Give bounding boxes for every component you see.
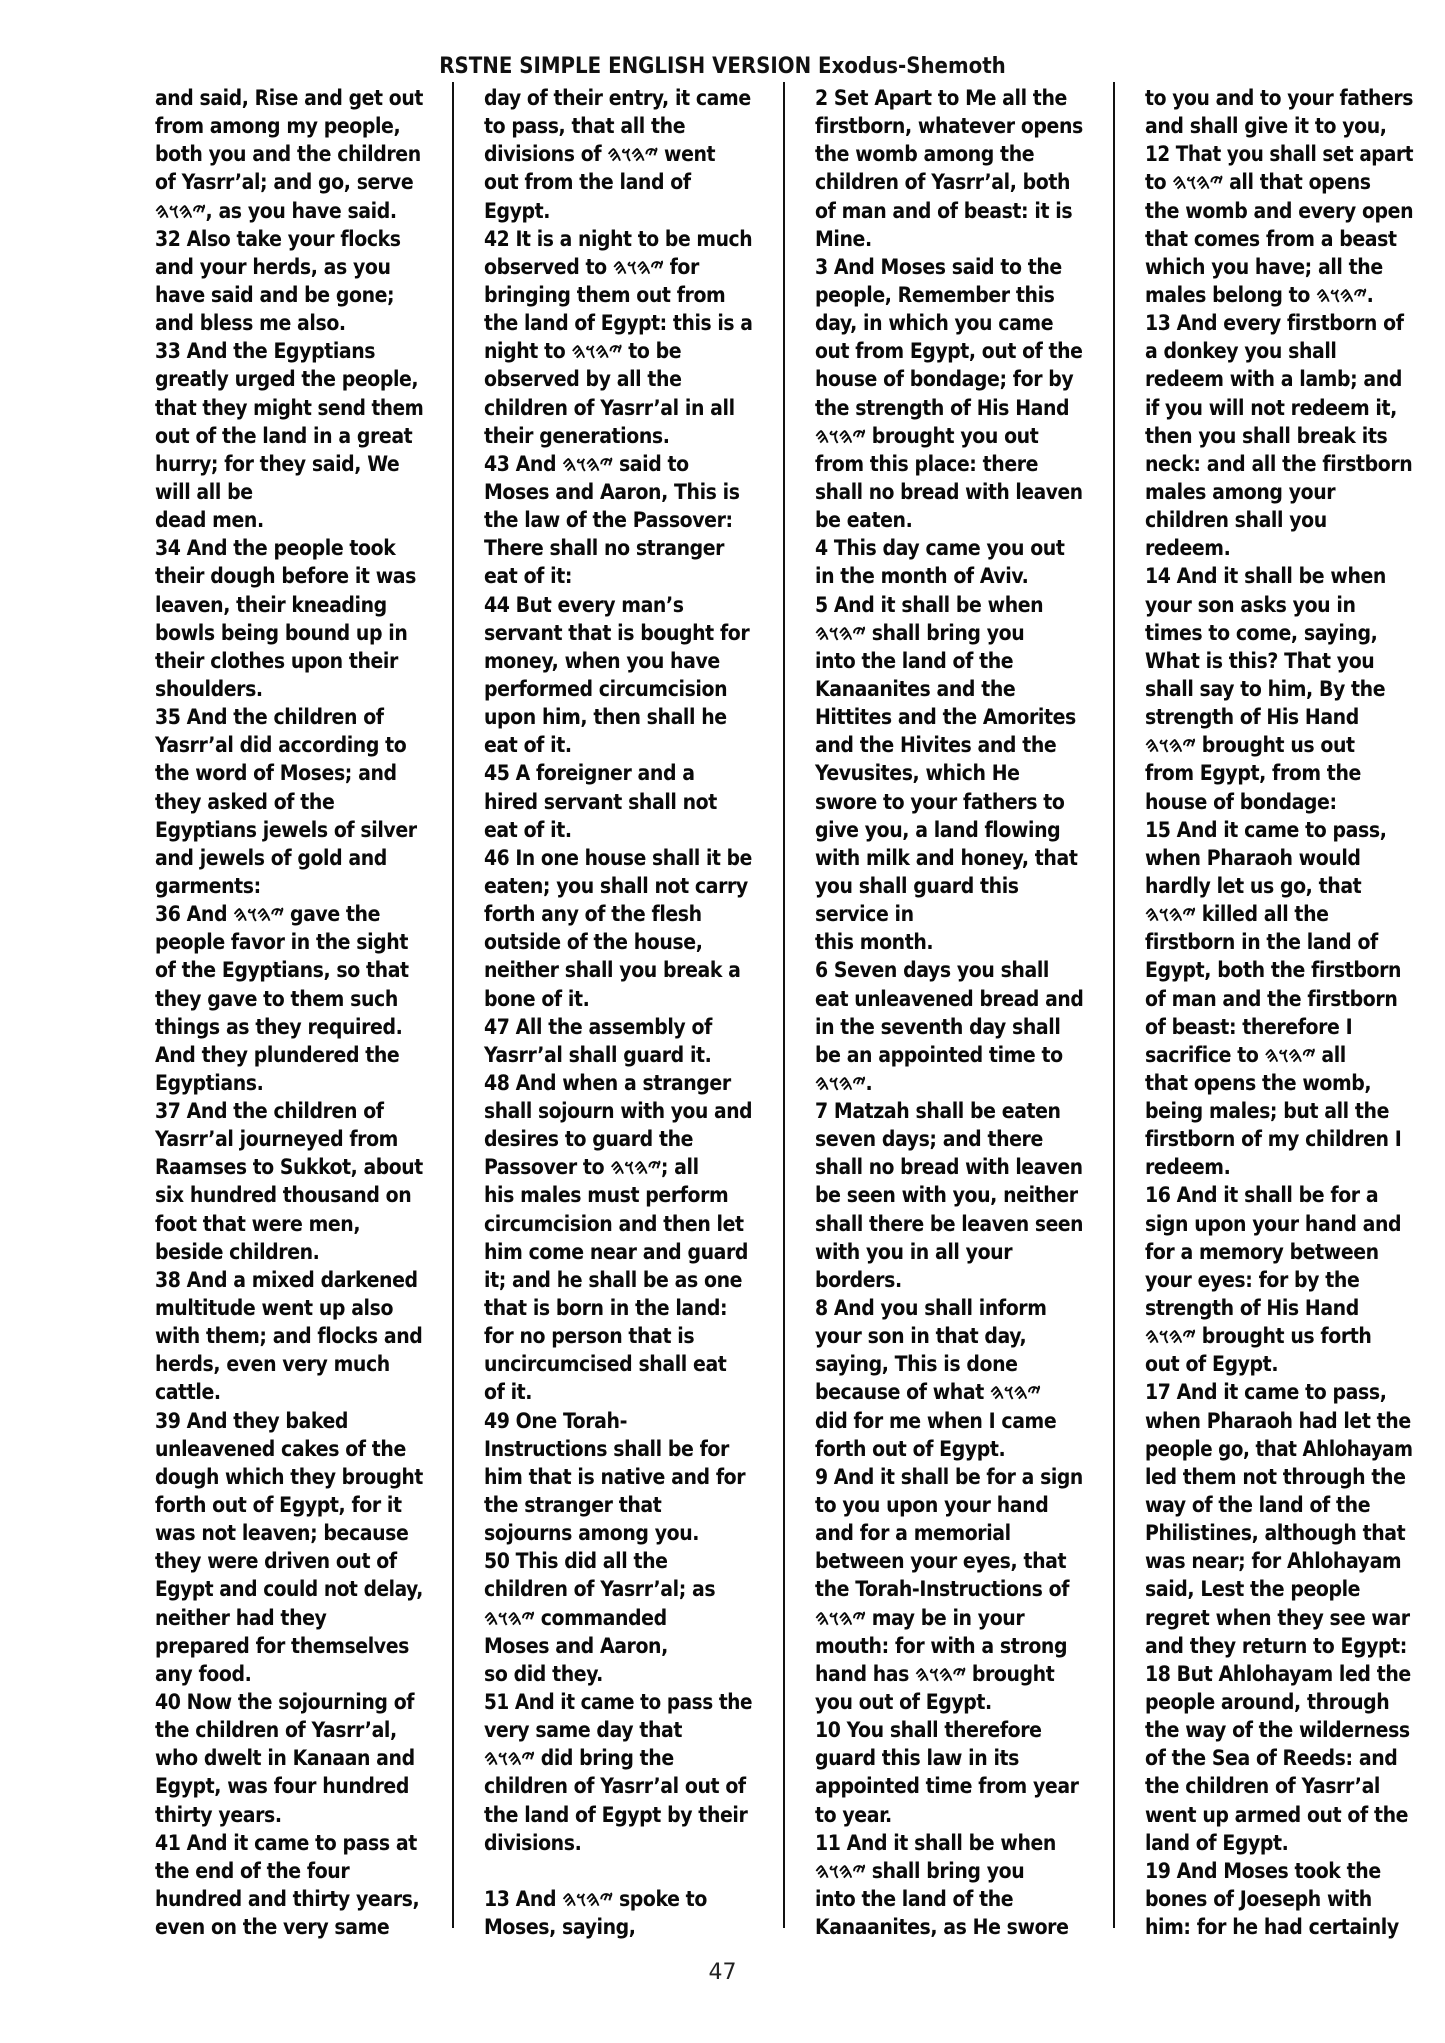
text-line: in the month of Aviv. [815,564,1029,589]
text-line: out from the land of [484,170,691,195]
text-line: their dough before it was [155,564,416,589]
text-line: forth any of the flesh [484,902,702,927]
text-line: 50 This did all the [484,1549,668,1574]
text-line: forth out of Egypt. [815,1436,1006,1461]
text-line: Kanaanites, as He swore [815,1915,1069,1940]
text-line: 43 And 𐤉𐤄𐤅𐤄 said to [484,451,689,476]
text-line: swore to your fathers to [815,789,1065,814]
text-line: 35 And the children of [155,705,384,730]
text-line: Raamses to Sukkot, about [155,1155,423,1180]
text-line: him come near and guard [484,1239,749,1264]
text-line: greatly urged the people, [155,367,419,392]
text-line: they were driven out of [155,1549,397,1574]
text-line: 40 Now the sojourning of [155,1690,415,1715]
text-line: your son asks you in [1145,592,1356,617]
text-line: be seen with you, neither [815,1183,1078,1208]
text-line: your son in that day, [815,1324,1027,1349]
text-line: his males must perform [484,1183,729,1208]
text-line: 13 And every firstborn of [1145,311,1404,336]
text-line: be an appointed time to [815,1042,1063,1067]
text-line: children of Yasrr’al, both [815,170,1071,195]
text-line: the land of Egypt: this is a [484,311,753,336]
text-column-2 [484,84,752,1941]
text-line: 47 All the assembly of [484,1014,712,1039]
text-line: shoulders. [155,676,263,701]
text-line: service in [815,902,914,927]
text-line: redeem. [1145,536,1231,561]
text-line: uncircumcised shall eat [484,1352,727,1377]
text-line: Egyptians. [155,1070,264,1095]
text-line: 51 And it came to pass the [484,1690,753,1715]
text-line: with them; and flocks and [155,1324,423,1349]
text-line: Mine. [815,226,872,251]
text-line: 39 And they baked [155,1408,349,1433]
text-line: Moses and Aaron, [484,1633,668,1658]
text-line: any food. [155,1661,252,1686]
text-line: was near; for Ahlohayam [1145,1549,1402,1574]
text-line: sacrifice to 𐤉𐤄𐤅𐤄 all [1145,1042,1346,1067]
text-line: in the seventh day shall [815,1014,1061,1039]
text-line: neither shall you break a [484,958,741,983]
text-line: borders. [815,1267,902,1292]
text-line: 𐤉𐤄𐤅𐤄 killed all the [1145,902,1329,927]
text-line: observed by all the [484,367,682,392]
text-line: sign upon your hand and [1145,1211,1402,1236]
text-column-3 [815,84,1083,1941]
text-line: males among your [1145,479,1336,504]
text-line: the womb and every open [1145,198,1414,223]
text-line: Instructions shall be for [484,1436,729,1461]
text-line: 17 And it came to pass, [1145,1380,1387,1405]
text-line: of man and of beast: it is [815,198,1073,223]
text-line: the way of the wilderness [1145,1718,1410,1743]
column-divider-2 [783,82,785,1928]
text-line: into the land of the [815,1887,1014,1911]
text-line: and your herds, as you [155,254,391,279]
text-line: even on the very same [155,1915,390,1940]
text-line: house of bondage: [1145,789,1337,814]
text-line: and jewels of gold and [155,845,387,870]
text-line: 10 You shall therefore [815,1718,1042,1743]
text-line: their generations. [484,423,670,448]
text-line: circumcision and then let [484,1211,744,1236]
text-line: be eaten. [815,508,913,533]
text-line: for a memory between [1145,1239,1379,1264]
text-line: of the Sea of Reeds: and [1145,1746,1398,1771]
text-line: regret when they see war [1145,1605,1410,1630]
text-line: neither had they [155,1605,327,1630]
text-line: Yasrr’al did according to [155,733,407,758]
text-line: when Pharaoh would [1145,845,1361,870]
text-line: leaven, their kneading [155,592,387,617]
text-line: beside children. [155,1239,320,1264]
text-line: neck: and all the firstborn [1145,451,1413,476]
text-line: 48 And when a stranger [484,1070,731,1095]
text-line: Moses and Aaron, This is [484,479,740,504]
text-line: Egypt. [484,198,551,223]
text-line: people go, that Ahlohayam [1145,1436,1413,1461]
text-line: 12 That you shall set apart [1145,142,1414,167]
text-line: and they return to Egypt: [1145,1633,1407,1658]
text-line: a donkey you shall [1145,339,1337,364]
text-line: land of Egypt. [1145,1830,1289,1855]
text-line: to you and to your fathers [1145,86,1413,110]
text-line: your eyes: for by the [1145,1267,1360,1292]
text-line: the children of Yasrr’al, [155,1718,397,1743]
text-line: you shall guard this [815,873,1019,898]
text-line: day of their entry, it came [484,86,751,110]
text-line: out from Egypt, out of the [815,339,1083,364]
page-number: 47 [708,1960,737,1985]
text-line: the strength of His Hand [815,395,1070,420]
text-line: that comes from a beast [1145,226,1397,251]
text-line: 8 And you shall inform [815,1296,1047,1321]
text-line: which you have; all the [1145,254,1383,279]
text-column-4 [1145,84,1413,1941]
text-line: their clothes upon their [155,648,398,673]
text-line: from among my people, [155,114,401,139]
text-line: people, Remember this [815,282,1055,307]
text-line: divisions of 𐤉𐤄𐤅𐤄 went [484,142,716,167]
text-line: both you and the children [155,142,421,167]
text-line: thirty years. [155,1802,282,1827]
text-line: did for me when I came [815,1408,1057,1433]
text-line: guard this law in its [815,1746,1020,1771]
text-line: herds, even very much [155,1352,390,1377]
text-line: dough which they brought [155,1464,423,1489]
text-line: out of Egypt. [1145,1352,1279,1377]
text-line: 45 A foreigner and a [484,761,695,786]
text-line: cattle. [155,1380,221,1405]
text-line: desires to guard the [484,1127,694,1152]
text-line: of Yasrr’al; and go, serve [155,170,414,195]
text-line: 14 And it shall be when [1145,564,1386,589]
text-line: firstborn of my children I [1145,1127,1402,1152]
text-line: hardly let us go, that [1145,873,1362,898]
text-line: sojourns among you. [484,1521,700,1546]
text-line: to 𐤉𐤄𐤅𐤄 all that opens [1145,170,1371,195]
text-line: And they plundered the [155,1042,400,1067]
text-line: 41 And it came to pass at [155,1830,417,1855]
text-line: outside of the house, [484,930,703,955]
text-line: Kanaanites and the [815,676,1016,701]
text-line: hundred and thirty years, [155,1887,420,1911]
text-line: dead men. [155,508,264,533]
text-line: bowls being bound up in [155,620,408,645]
text-line: to pass, that all the [484,114,686,139]
text-line: prepared for themselves [155,1633,409,1658]
text-line: 7 Matzah shall be eaten [815,1099,1061,1124]
text-line: shall no bread with leaven [815,479,1083,504]
text-line: of it. [484,1380,533,1405]
text-line: that they might send them [155,395,424,420]
text-line: Yasrr’al shall guard it. [484,1042,712,1067]
text-line: firstborn, whatever opens [815,114,1083,139]
text-line: Egypt, both the firstborn [1145,958,1402,983]
text-line: of the Egyptians, so that [155,958,409,983]
text-line: the stranger that [484,1493,662,1518]
text-line: observed to 𐤉𐤄𐤅𐤄 for [484,254,699,279]
text-line: the end of the four [155,1858,350,1883]
text-line: from this place: there [815,451,1039,476]
text-line: strength of His Hand [1145,705,1359,730]
text-line: 44 But every man’s [484,592,684,617]
text-line: eat of it. [484,733,572,758]
text-line: 2 Set Apart to Me all the [815,86,1067,110]
text-line: 36 And 𐤉𐤄𐤅𐤄 gave the [155,902,381,927]
text-line: 13 And 𐤉𐤄𐤅𐤄 spoke to [484,1887,707,1911]
text-line: people favor in the sight [155,930,408,955]
text-line: 42 It is a night to be much [484,226,753,251]
text-line: and the Hivites and the [815,733,1057,758]
text-line: give you, a land flowing [815,817,1061,842]
text-line: 𐤉𐤄𐤅𐤄 brought us out [1145,733,1355,758]
text-line: to year. [815,1802,892,1827]
text-line: and said, Rise and get out [155,86,423,110]
text-line: will all be [155,479,253,504]
text-line: saying, This is done [815,1352,1018,1377]
text-line: they gave to them such [155,986,398,1011]
text-line: house of bondage; for by [815,367,1074,392]
text-line: him that is native and for [484,1464,746,1489]
text-line: mouth: for with a strong [815,1633,1068,1658]
text-line: redeem with a lamb; and [1145,367,1402,392]
text-line: 33 And the Egyptians [155,339,376,364]
text-line: you out of Egypt. [815,1690,992,1715]
text-line: children of Yasrr’al in all [484,395,735,420]
text-line: hurry; for they said, We [155,451,400,476]
text-line: children of Yasrr’al; as [484,1577,716,1602]
text-line: 4 This day came you out [815,536,1065,561]
text-line: Egypt, was four hundred [155,1774,409,1799]
text-line: divisions. [484,1830,582,1855]
text-line: forth out of Egypt, for it [155,1493,402,1518]
text-line: hired servant shall not [484,789,717,814]
text-line: children of Yasrr’al out of [484,1774,746,1799]
text-line: him: for he had certainly [1145,1915,1399,1940]
text-line: shall say to him, By the [1145,676,1386,701]
text-line: Egypt and could not delay, [155,1577,423,1602]
text-line: the womb among the [815,142,1035,167]
text-line: males belong to 𐤉𐤄𐤅𐤄. [1145,282,1374,307]
text-line: Philistines, although that [1145,1521,1406,1546]
text-line: 37 And the children of [155,1099,384,1124]
text-line: hand has 𐤉𐤄𐤅𐤄 brought [815,1661,1055,1686]
text-line: 6 Seven days you shall [815,958,1049,983]
text-line: multitude went up also [155,1296,394,1321]
text-line: unleavened cakes of the [155,1436,406,1461]
text-line: appointed time from year [815,1774,1079,1799]
text-line: Yevusites, which He [815,761,1020,786]
text-line: with milk and honey, that [815,845,1078,870]
text-line: 46 In one house shall it be [484,845,752,870]
text-line: 5 And it shall be when [815,592,1044,617]
text-line: strength of His Hand [1145,1296,1359,1321]
text-line: being males; but all the [1145,1099,1390,1124]
text-line: to you upon your hand [815,1493,1049,1518]
text-line: the children of Yasrr’al [1145,1774,1380,1799]
text-line: for no person that is [484,1324,695,1349]
text-line: shall there be leaven seen [815,1211,1084,1236]
text-line: upon him, then shall he [484,705,727,730]
text-line: the law of the Passover: [484,508,733,533]
text-line [484,1857,752,1885]
text-line: with you in all your [815,1239,1013,1264]
text-line: six hundred thousand on [155,1183,412,1208]
text-line: things as they required. [155,1014,403,1039]
text-line: 𐤉𐤄𐤅𐤄, as you have said. [155,198,397,223]
text-line: and shall give it to you, [1145,114,1387,139]
text-line: the word of Moses; and [155,761,397,786]
text-line: way of the land of the [1145,1493,1371,1518]
page-header: RSTNE SIMPLE ENGLISH VERSION Exodus-Shemoth [439,54,1006,79]
text-line: that is born in the land: [484,1296,728,1321]
text-line: eaten; you shall not carry [484,873,748,898]
text-line: bone of it. [484,986,590,1011]
text-line: garments: [155,873,261,898]
text-line: and bless me also. [155,311,346,336]
text-line: eat unleavened bread and [815,986,1084,1011]
text-line: they asked of the [155,789,335,814]
text-line: 16 And it shall be for a [1145,1183,1379,1208]
text-line: and for a memorial [815,1521,1011,1546]
column-divider-3 [1113,82,1115,1928]
text-line: 11 And it shall be when [815,1830,1056,1855]
text-line: 𐤉𐤄𐤅𐤄 brought you out [815,423,1039,448]
text-line: have said and be gone; [155,282,395,307]
text-line: Moses, saying, [484,1915,636,1940]
text-line: 𐤉𐤄𐤅𐤄 shall bring you [815,620,1025,645]
text-line: the Torah-Instructions of [815,1577,1070,1602]
text-line: eat of it. [484,817,572,842]
text-line: was not leaven; because [155,1521,409,1546]
text-line: Egyptians jewels of silver [155,817,417,842]
text-line: who dwelt in Kanaan and [155,1746,415,1771]
text-line: What is this? That you [1145,648,1375,673]
text-line: led them not through the [1145,1464,1406,1489]
text-line: bringing them out from [484,282,726,307]
text-line: 3 And Moses said to the [815,254,1062,279]
text-line: night to 𐤉𐤄𐤅𐤄 to be [484,339,682,364]
text-line: 18 But Ahlohayam led the [1145,1661,1411,1686]
text-column-1 [155,84,423,1941]
text-line: bones of Joeseph with [1145,1887,1372,1911]
text-line: it; and he shall be as one [484,1267,743,1292]
text-line: from Egypt, from the [1145,761,1361,786]
text-line: 𐤉𐤄𐤅𐤄. [815,1070,873,1095]
text-line: so did they. [484,1661,603,1686]
text-line: 𐤉𐤄𐤅𐤄 commanded [484,1605,667,1630]
text-line: into the land of the [815,648,1014,673]
text-line: 15 And it came to pass, [1145,817,1387,842]
text-line: foot that were men, [155,1211,361,1236]
text-line: 𐤉𐤄𐤅𐤄 brought us forth [1145,1324,1372,1349]
text-line: seven days; and there [815,1127,1043,1152]
text-line: that opens the womb, [1145,1070,1372,1095]
text-line: of beast: therefore I [1145,1014,1353,1039]
text-line: Passover to 𐤉𐤄𐤅𐤄; all [484,1155,699,1180]
text-line: children shall you [1145,508,1327,533]
text-line: of man and the firstborn [1145,986,1398,1011]
text-line: There shall no stranger [484,536,725,561]
text-line: firstborn in the land of [1145,930,1378,955]
text-line: day, in which you came [815,311,1054,336]
text-line: money, when you have [484,648,720,673]
text-line: 34 And the people took [155,536,396,561]
text-line: 32 Also take your flocks [155,226,401,251]
text-line: this month. [815,930,934,955]
text-line: shall no bread with leaven [815,1155,1083,1180]
text-line: Yasrr’al journeyed from [155,1127,398,1152]
text-line: the land of Egypt by their [484,1802,748,1827]
text-line: out of the land in a great [155,423,413,448]
text-line: redeem. [1145,1155,1231,1180]
text-line: people around, through [1145,1690,1390,1715]
text-line: eat of it: [484,564,572,589]
text-line: if you will not redeem it, [1145,395,1397,420]
text-line: 38 And a mixed darkened [155,1267,418,1292]
text-line: 𐤉𐤄𐤅𐤄 did bring the [484,1746,674,1771]
text-line: because of what 𐤉𐤄𐤅𐤄 [815,1380,1041,1405]
text-line: very same day that [484,1718,682,1743]
text-line: 𐤉𐤄𐤅𐤄 may be in your [815,1605,1025,1630]
text-line: shall sojourn with you and [484,1099,753,1124]
text-line: said, Lest the people [1145,1577,1361,1602]
text-line: went up armed out of the [1145,1802,1409,1827]
text-line: times to come, saying, [1145,620,1378,645]
column-divider-1 [452,82,454,1928]
text-line: servant that is bought for [484,620,750,645]
text-line: 19 And Moses took the [1145,1858,1381,1883]
text-line: 9 And it shall be for a sign [815,1464,1083,1489]
text-line: Hittites and the Amorites [815,705,1076,730]
text-line: then you shall break its [1145,423,1388,448]
text-line: between your eyes, that [815,1549,1067,1574]
text-line: when Pharaoh had let the [1145,1408,1411,1433]
text-line: 49 One Torah- [484,1408,628,1433]
text-line: 𐤉𐤄𐤅𐤄 shall bring you [815,1858,1025,1883]
text-line: performed circumcision [484,676,728,701]
